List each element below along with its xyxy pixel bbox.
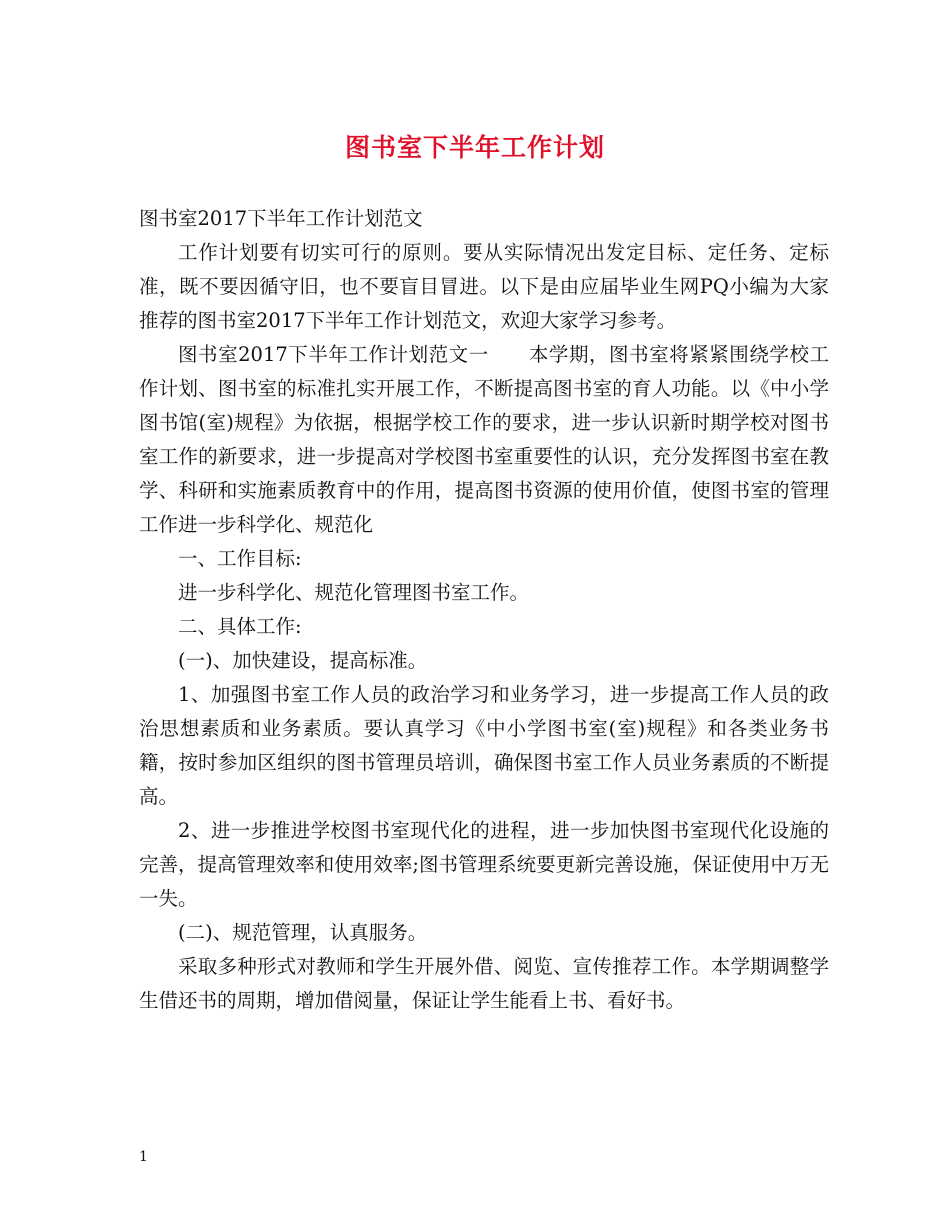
section-heading: 一、工作目标: [178,547,302,570]
subsection-heading: (一)、加快建设，提高标准。 [178,649,428,672]
page-number: 1 [139,1149,148,1165]
paragraph: 图书室2017下半年工作计划范文一 本学期，图书室将紧紧围绕学校工作计划、图书室的标准扎实开展工作，不断提高图书室的育人功能。以《中小学图书馆(室)规程》为依据，根据学校工作的要求，进一步认识新时期学校对图书室工作的新要求，进一步提高对学校图书室重要性的认识，充分发挥图书室在教学、科研和实施素质教育中的作用，提高图书资源的使用价值，使图书室的管理工作进一步科学化、规范化 [139,343,829,536]
document-body [139,202,829,1018]
section-heading: 二、具体工作: [178,615,302,638]
document-title: 图书室下半年工作计划 [344,133,605,162]
paragraph: 采取多种形式对教师和学生开展外借、阅览、宣传推荐工作。本学期调整学生借还书的周期，增加借阅量，保证让学生能看上书、看好书。 [139,955,829,1012]
subsection-heading: (二)、规范管理，认真服务。 [178,921,428,944]
paragraph: 工作计划要有切实可行的原则。要从实际情况出发定目标、定任务、定标准，既不要因循守旧，也不要盲目冒进。以下是由应届毕业生网PQ小编为大家推荐的图书室2017下半年工作计划范文，欢迎大家学习参考。 [139,241,829,332]
paragraph: 图书室2017下半年工作计划范文 [139,207,423,230]
paragraph: 进一步科学化、规范化管理图书室工作。 [178,581,530,604]
paragraph: 1、加强图书室工作人员的政治学习和业务学习，进一步提高工作人员的政治思想素质和业务素质。要认真学习《中小学图书室(室)规程》和各类业务书籍，按时参加区组织的图书管理员培训，确保图书室工作人员业务素质的不断提高。 [139,683,829,808]
paragraph: 2、进一步推进学校图书室现代化的进程，进一步加快图书室现代化设施的完善，提高管理效率和使用效率;图书管理系统要更新完善设施，保证使用中万无一失。 [139,819,829,910]
